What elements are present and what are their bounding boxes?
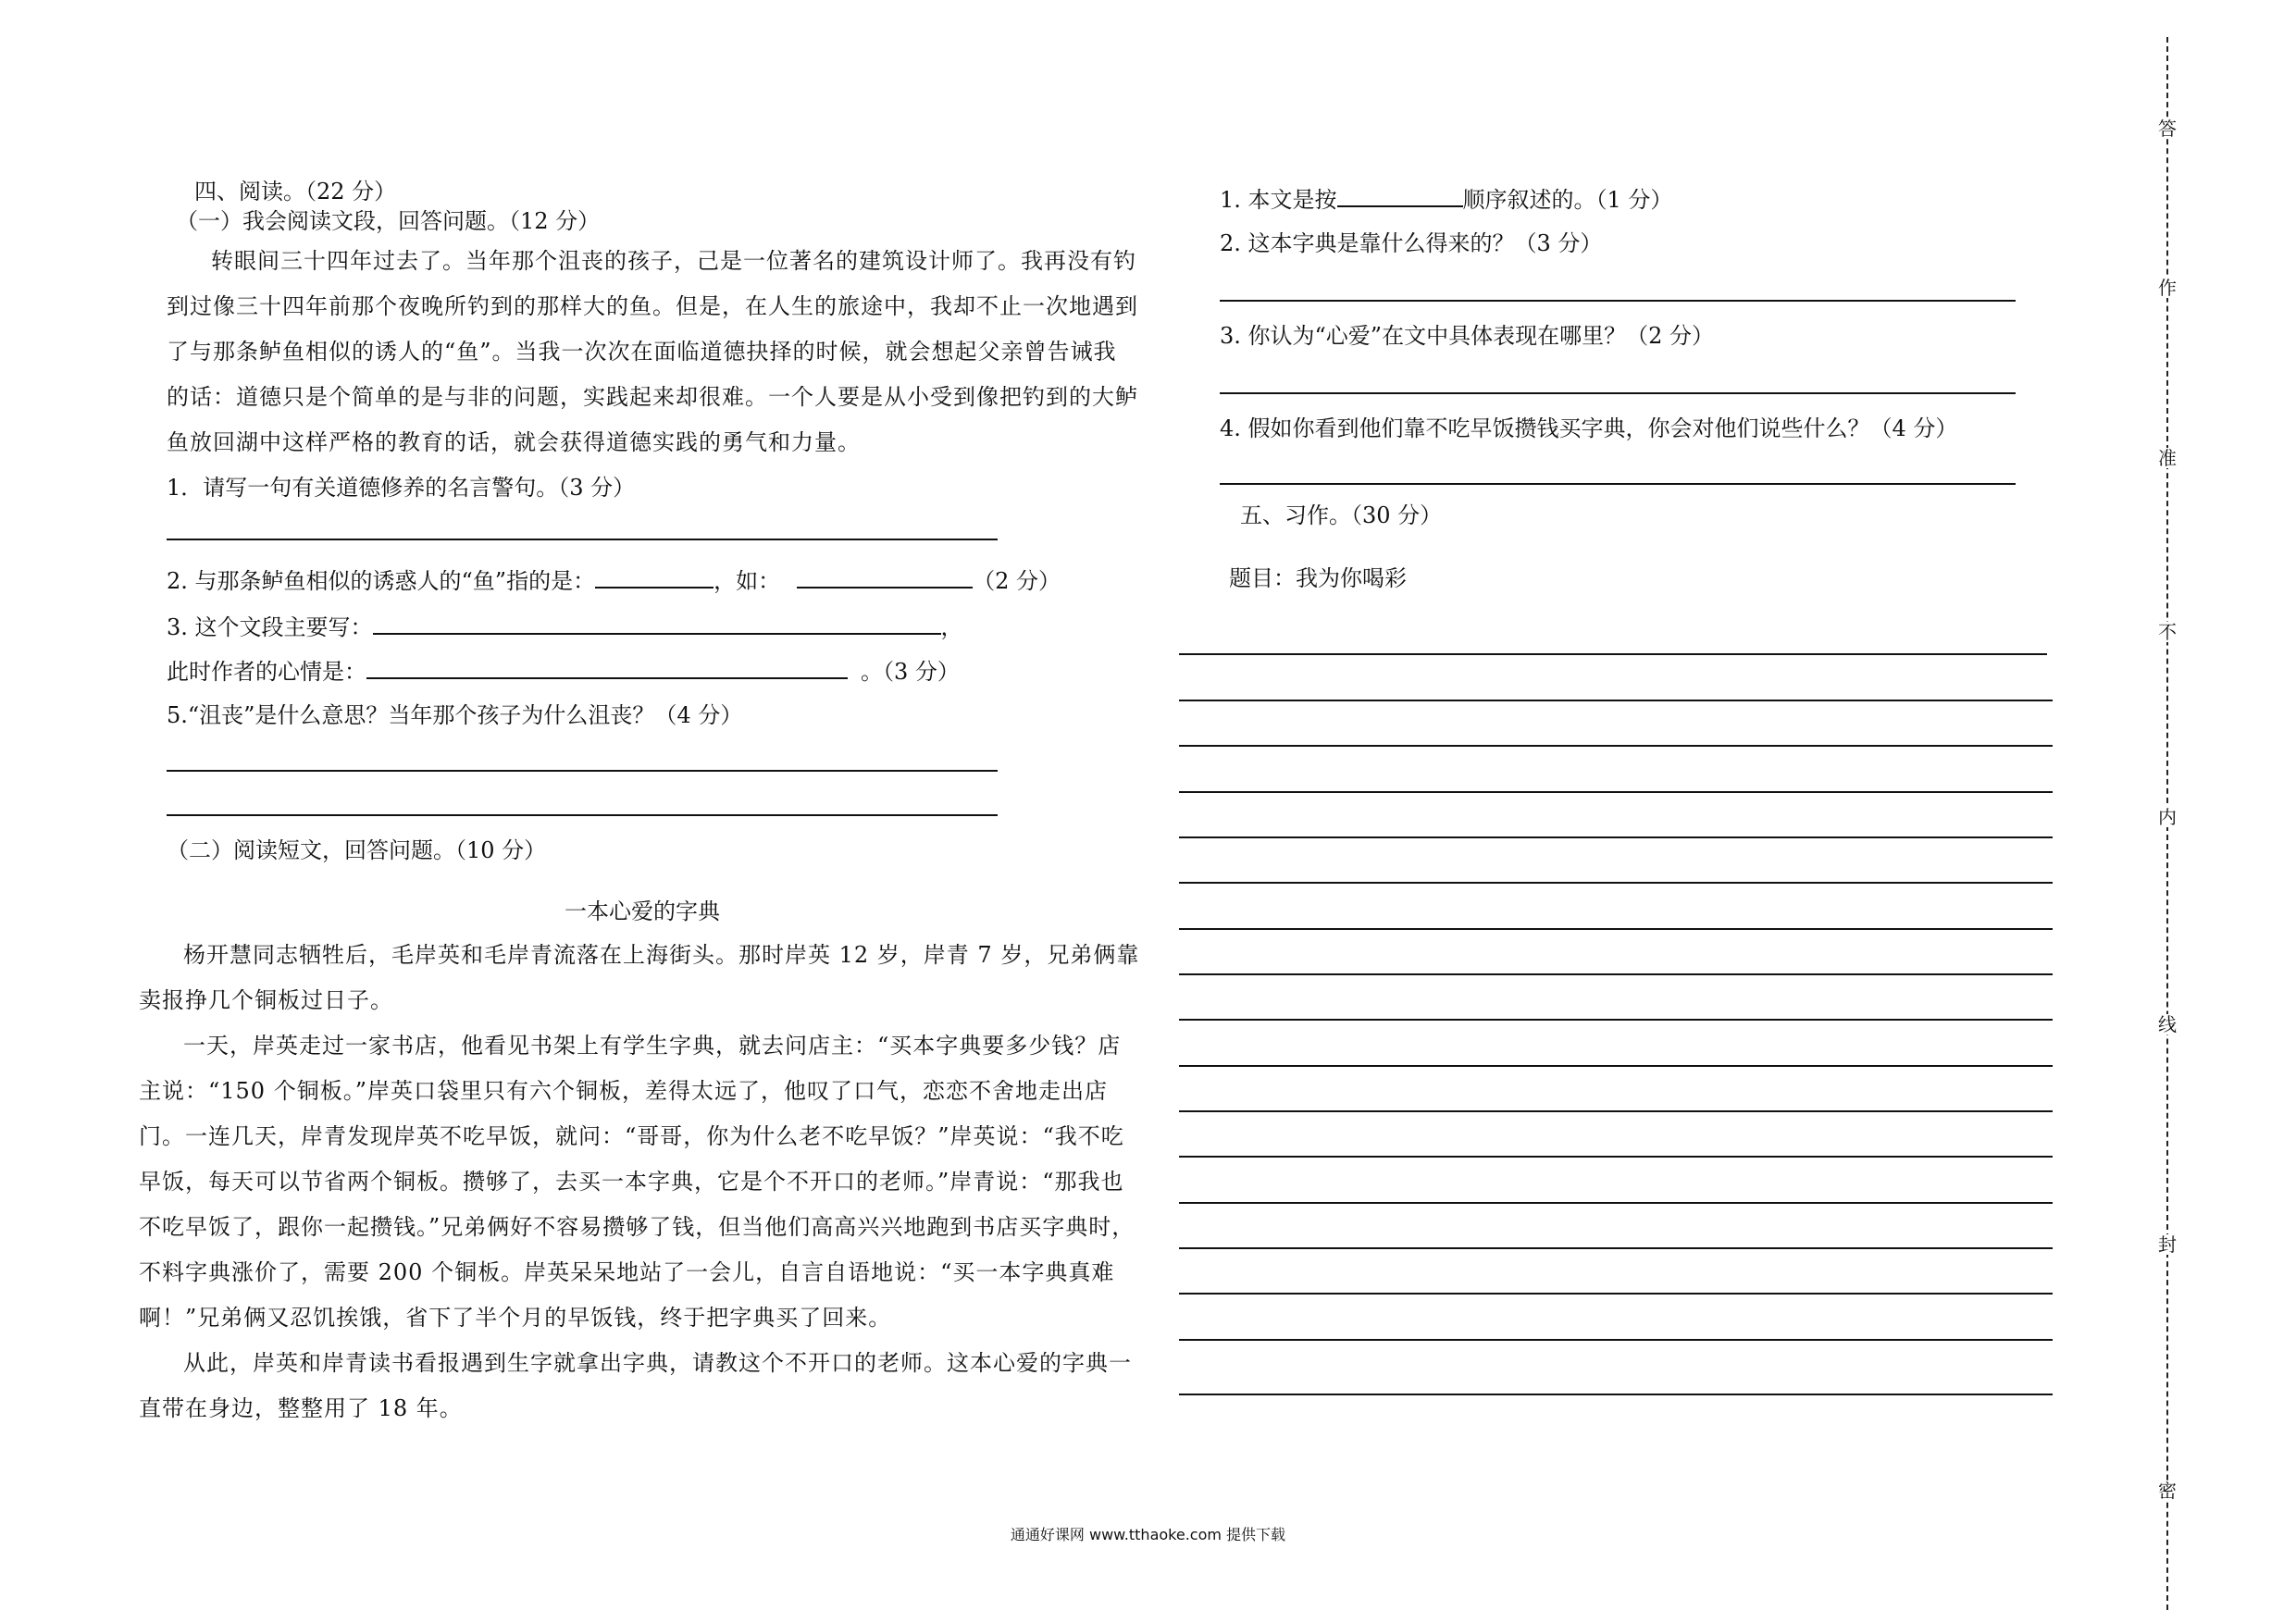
- section-4-title: 四、阅读。（22 分）: [194, 179, 397, 204]
- answer-line[interactable]: [167, 814, 998, 816]
- passage-1: [167, 239, 1148, 465]
- writing-line[interactable]: [1179, 1394, 2053, 1395]
- part-2-title: （二）阅读短文，回答问题。（10 分）: [167, 837, 547, 863]
- writing-line[interactable]: [1179, 745, 2053, 747]
- binding-label: 准: [2158, 447, 2177, 469]
- question-1: 1．请写一句有关道德修养的名言警句。（3 分）: [167, 475, 636, 501]
- right-question-1: 1. 本文是按 顺序叙述的。（1 分）: [1220, 181, 1672, 216]
- writing-line[interactable]: [1179, 700, 2053, 701]
- answer-line[interactable]: [1220, 300, 2016, 302]
- answer-line[interactable]: [1220, 483, 2016, 485]
- answer-blank[interactable]: [595, 563, 714, 588]
- binding-label: 线: [2158, 1013, 2177, 1035]
- passage-1-line: 的话：道德只是个简单的是与非的问题，实践起来却很难。一个人要是从小受到像把钓到的大鲈: [167, 384, 1138, 410]
- writing-line[interactable]: [1179, 973, 2053, 975]
- binding-label: 内: [2158, 806, 2177, 828]
- writing-line[interactable]: [1179, 1156, 2053, 1158]
- composition-topic: 题目：我为你喝彩: [1229, 565, 1407, 591]
- answer-blank[interactable]: [797, 563, 973, 588]
- answer-line[interactable]: [167, 770, 998, 772]
- right-question-3: 3. 你认为“心爱”在文中具体表现在哪里？（2 分）: [1220, 323, 1714, 349]
- answer-blank[interactable]: [366, 653, 848, 679]
- writing-line[interactable]: [1179, 1110, 2053, 1112]
- answer-blank[interactable]: [1337, 181, 1463, 207]
- question-3: 3. 这个文段主要写： ，: [167, 609, 963, 643]
- binding-label: 封: [2158, 1233, 2177, 1256]
- passage-1-line: 转眼间三十四年过去了。当年那个沮丧的孩子，己是一位著名的建筑设计师了。我再没有钓: [211, 248, 1136, 274]
- story-paragraph: 从此，岸英和岸青读书看报遇到生字就拿出字典，请教这个不开口的老师。这本心爱的字典一直带在身边，整整用了 18 年。: [139, 1350, 1132, 1421]
- question-3-mood: 此时作者的心情是： 。（3 分）: [167, 653, 960, 688]
- writing-line[interactable]: [1179, 1339, 2053, 1341]
- part-1-title: （一）我会阅读文段，回答问题。（12 分）: [176, 208, 601, 234]
- writing-line[interactable]: [1179, 1019, 2053, 1021]
- section-5-title: 五、习作。（30 分）: [1240, 502, 1443, 528]
- right-question-2: 2. 这本字典是靠什么得来的？（3 分）: [1220, 230, 1603, 256]
- writing-line[interactable]: [1179, 836, 2053, 838]
- writing-line[interactable]: [1179, 791, 2053, 793]
- answer-line[interactable]: [1220, 392, 2016, 394]
- binding-label: 密: [2158, 1480, 2177, 1502]
- writing-line[interactable]: [1179, 653, 2047, 655]
- binding-label: 作: [2158, 277, 2177, 299]
- question-2: 2. 与那条鲈鱼相似的诱惑人的“鱼”指的是： ，如： （2 分）: [167, 563, 1061, 597]
- story-paragraph: 杨开慧同志牺牲后，毛岸英和毛岸青流落在上海街头。那时岸英 12 岁，岸青 7 岁，兄弟俩靠卖报挣几个铜板过日子。: [139, 942, 1140, 1013]
- writing-line[interactable]: [1179, 1247, 2053, 1249]
- story: [139, 933, 1140, 1431]
- writing-line[interactable]: [1179, 882, 2053, 884]
- story-title: 一本心爱的字典: [565, 898, 720, 924]
- answer-blank[interactable]: [373, 609, 941, 635]
- binding-label: 不: [2158, 621, 2177, 643]
- answer-line[interactable]: [167, 539, 998, 540]
- footer-credit: 通通好课网 www.tthaoke.com 提供下载: [1010, 1526, 1286, 1543]
- passage-1-line: 到过像三十四年前那个夜晚所钓到的那样大的鱼。但是，在人生的旅途中，我却不止一次地遇到: [167, 293, 1138, 319]
- binding-label: 答: [2158, 118, 2177, 140]
- passage-1-line: 鱼放回湖中这样严格的教育的话，就会获得道德实践的勇气和力量。: [167, 429, 861, 455]
- writing-line[interactable]: [1179, 1065, 2053, 1067]
- story-paragraph: 一天，岸英走过一家书店，他看见书架上有学生字典，就去问店主：“买本字典要多少钱？店主说：“150 个铜板。”岸英口袋里只有六个铜板，差得太远了，他叹了口气，恋恋不舍地走出店门。一连几天，岸青发现岸英不吃早饭，就问：“哥哥，你为什么老不吃早饭？”岸英说：“我不吃早饭，每天可以节省两个铜板。攒够了，去买一本字典，它是个不开口的老师。”岸青说：“那我也不吃早饭了，跟你一起攒钱。”兄弟俩好不容易攒够了钱，但当他们高高兴兴地跑到书店买字典时，不料字典涨价了，需要 200 个铜板。岸英呆呆地站了一会儿，自言自语地说：“买一本字典真难啊！”兄弟俩又忍饥挨饿，省下了半个月的早饭钱，终于把字典买了回来。: [139, 1033, 1136, 1331]
- right-question-4: 4. 假如你看到他们靠不吃早饭攒钱买字典，你会对他们说些什么？（4 分）: [1220, 415, 1958, 441]
- question-5: 5.“沮丧”是什么意思？当年那个孩子为什么沮丧？（4 分）: [167, 702, 743, 728]
- passage-1-line: 了与那条鲈鱼相似的诱人的“鱼”。当我一次次在面临道德抉择的时候，就会想起父亲曾告诫我: [167, 339, 1117, 365]
- writing-line[interactable]: [1179, 928, 2053, 930]
- writing-line[interactable]: [1179, 1293, 2053, 1295]
- writing-line[interactable]: [1179, 1202, 2053, 1204]
